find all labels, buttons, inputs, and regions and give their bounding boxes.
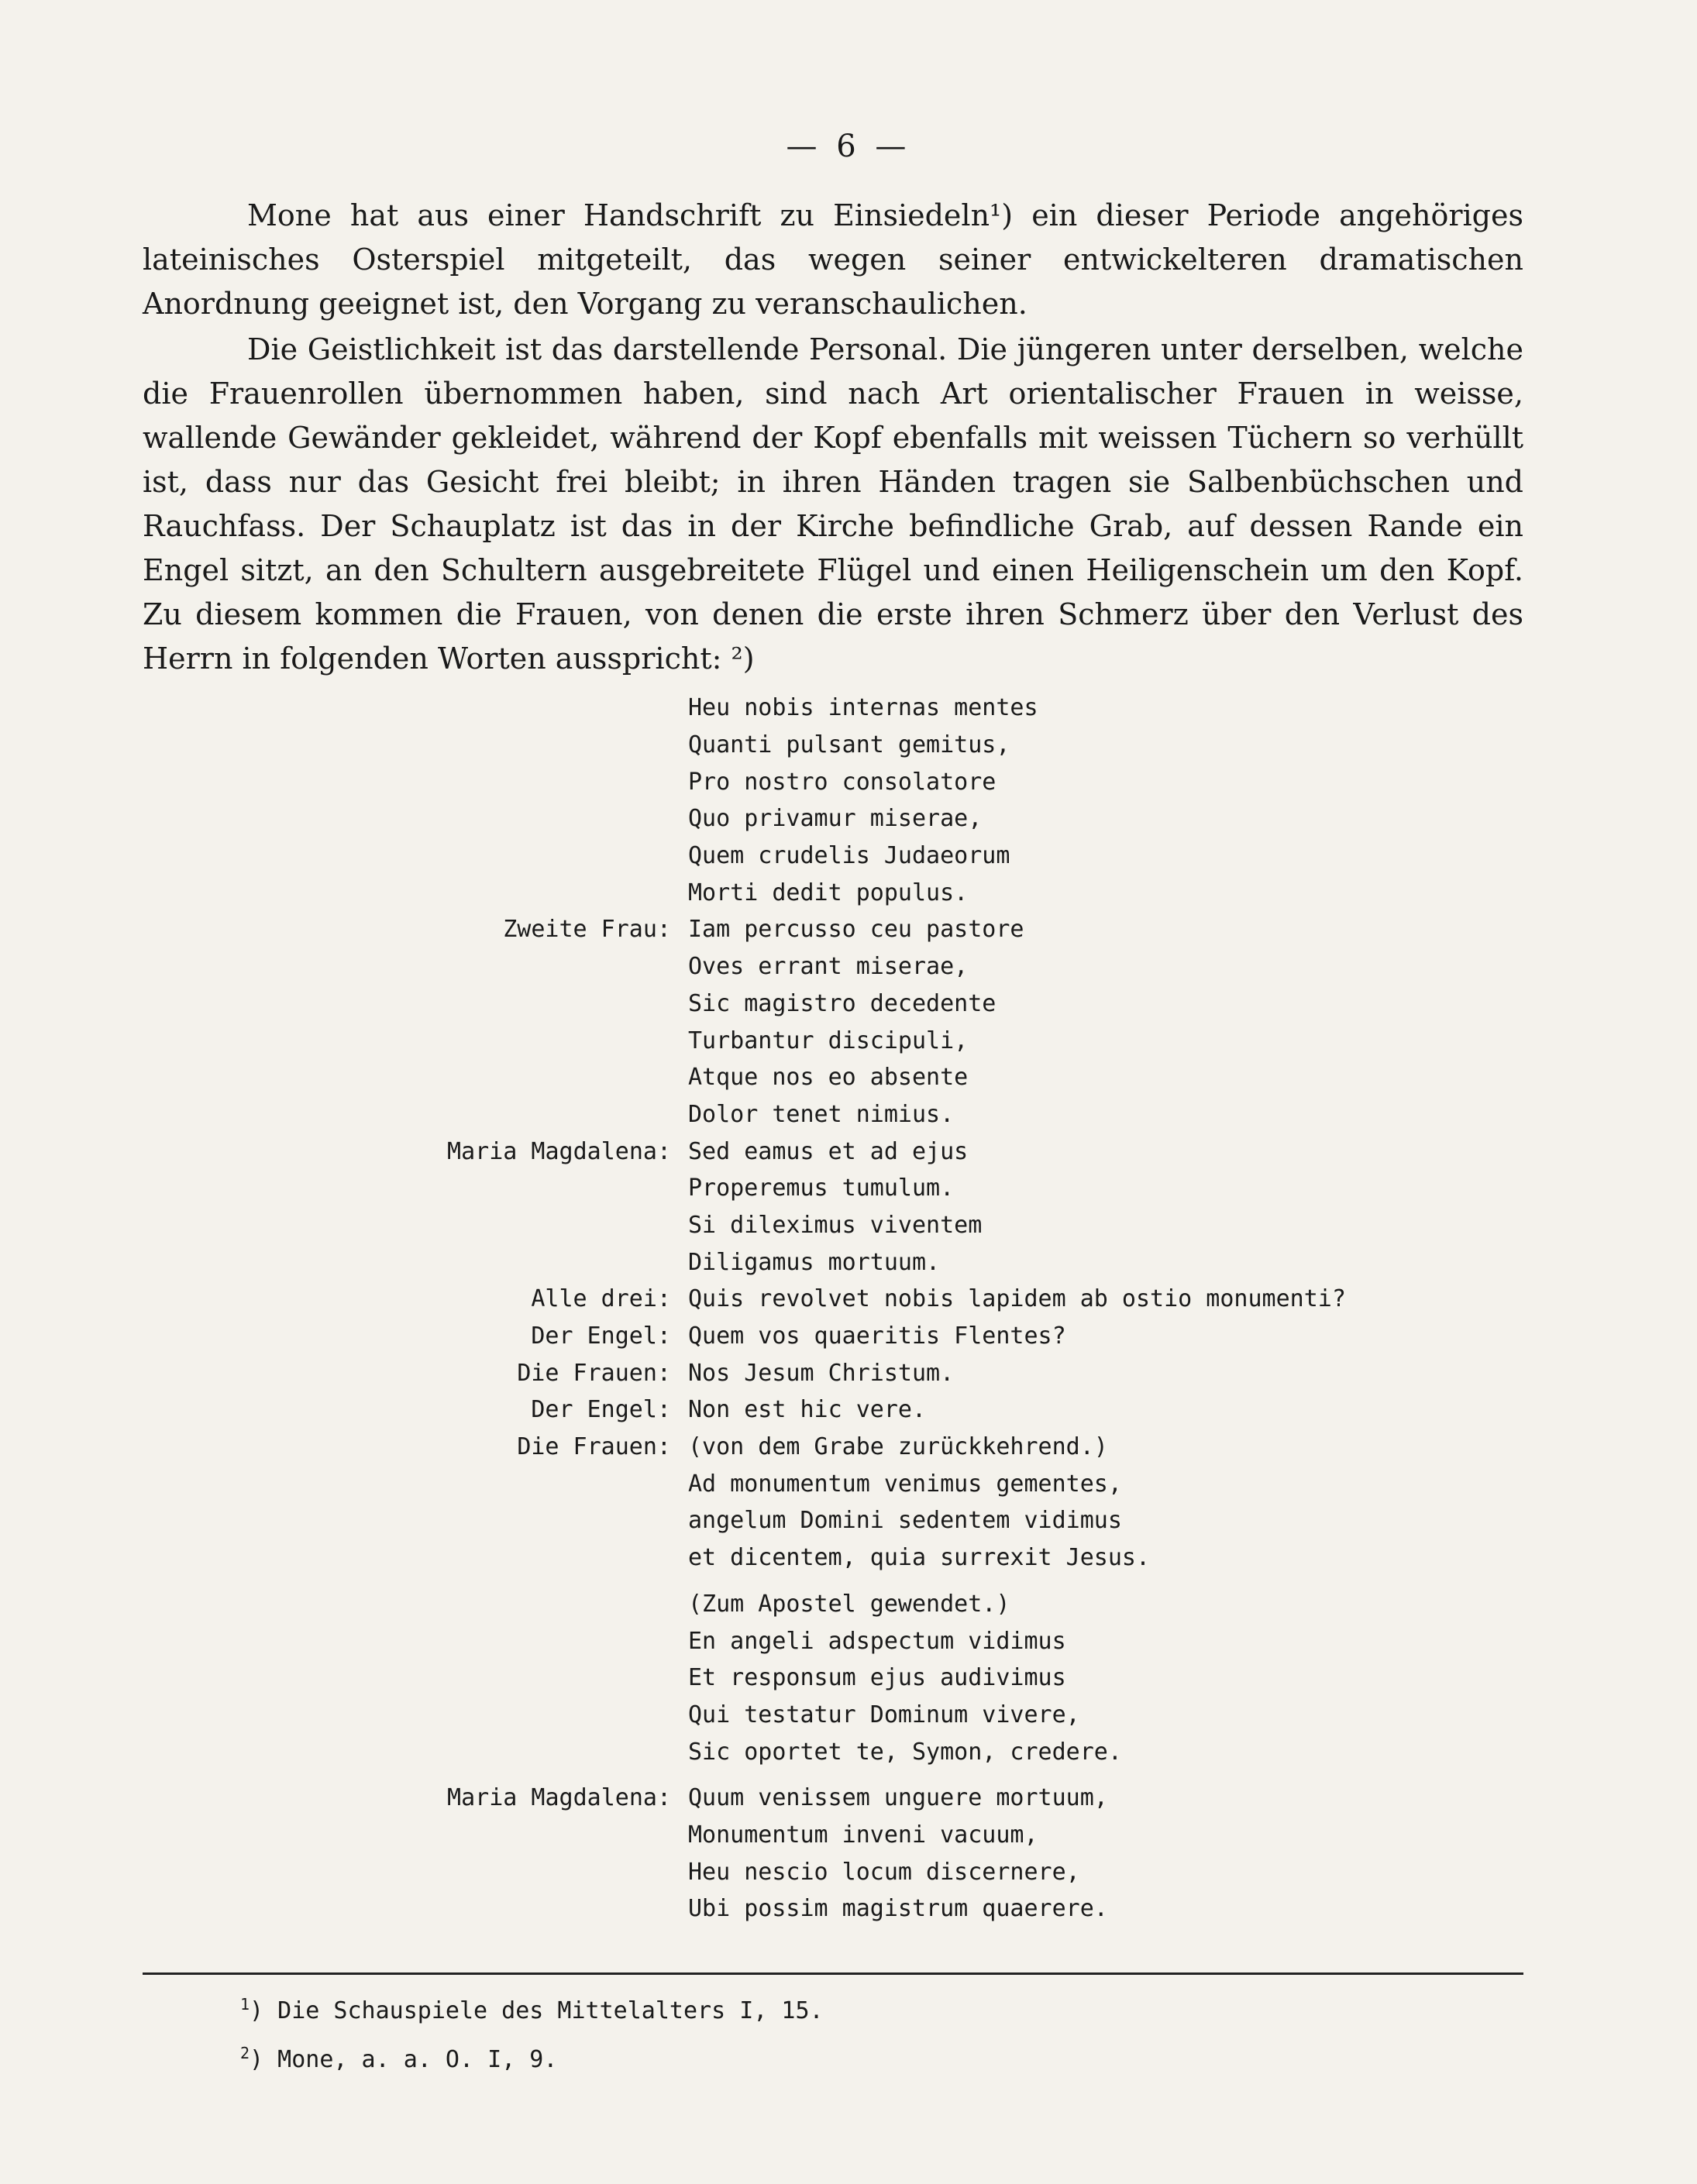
speaker-label: Die Frauen: [517, 1433, 671, 1461]
verse-text: Quum venissem unguere mortuum, [688, 1784, 1108, 1812]
verse-text: Quo privamur miserae, [688, 805, 983, 833]
paragraph: Die Geistlichkeit ist das darstellende Personal. Die jüngeren unter derselben, welche die Frauenrollen übernommen haben, sind nach Art orientalischer Frauen in weisse, wallende Gewänder gekleidet, während der Kopf ebenfalls mit weissen Tüchern so verhüllt ist, dass nur das Gesicht frei bleibt; in ihren Händen tragen sie Salbenbüchschen und Rauchfass. Der Schauplatz ist das in der Kirche befindliche Grab, auf dessen Rande ein Engel sitzt, an den Schultern ausgebreitete Flügel und einen Heiligenschein um den Kopf. Zu diesem kommen die Frauen, von denen die erste ihren Schmerz über den Verlust des Herrn in folgenden Worten ausspricht: ²) [143, 332, 1523, 676]
verse-line [139, 1207, 1612, 1244]
body-text [143, 194, 1523, 681]
verse-line [139, 1281, 1612, 1318]
verse-line [139, 1890, 1612, 1928]
verse-text: Diligamus mortuum. [688, 1248, 941, 1276]
verse-line [139, 1780, 1612, 1817]
verse-line [139, 1022, 1612, 1059]
footnote-mark: 2 [240, 2044, 250, 2062]
verse-line [139, 1659, 1612, 1697]
verse-line [139, 1354, 1612, 1391]
verse-text: Pro nostro consolatore [688, 768, 997, 796]
verse-text: (Zum Apostel gewendet.) [688, 1590, 1010, 1618]
verse-text: angelum Domini sedentem vidimus [688, 1507, 1122, 1535]
speaker-label: Die Frauen: [517, 1359, 671, 1387]
verse-text: Turbantur discipuli, [688, 1027, 969, 1054]
verse-line [139, 690, 1612, 727]
verse-line [139, 763, 1612, 800]
verse-line [139, 1243, 1612, 1281]
verse-text: Sic oportet te, Symon, credere. [688, 1738, 1122, 1766]
verse-text: Non est hic vere. [688, 1396, 927, 1424]
verse-line [139, 948, 1612, 985]
verse-text: Monumentum inveni vacuum, [688, 1821, 1038, 1849]
speaker-label: Maria Magdalena: [447, 1137, 671, 1165]
verse-line [139, 874, 1612, 911]
paragraph: Mone hat aus einer Handschrift zu Einsiedeln¹) ein dieser Periode angehöriges lateinisches Osterspiel mitgeteilt, das wegen seiner entwickelteren dramatischen Anordnung geeignet ist, den Vorgang zu veranschaulichen. [143, 198, 1523, 321]
verse-line [139, 985, 1612, 1023]
verse-text: Qui testatur Dominum vivere, [688, 1701, 1080, 1728]
verse-text: et dicentem, quia surrexit Jesus. [688, 1544, 1151, 1572]
verse-text: Nos Jesum Christum. [688, 1359, 955, 1387]
verse-text: Iam percusso ceu pastore [688, 916, 1024, 944]
footnote [240, 1983, 824, 2032]
footnotes [240, 1983, 824, 2081]
verse-line [139, 1697, 1612, 1734]
verse-text: Et responsum ejus audivimus [688, 1664, 1066, 1692]
verse-line [139, 1586, 1612, 1623]
verse-line [139, 1817, 1612, 1854]
page-number: — 6 — [786, 129, 911, 164]
verse-text: Sic magistro decedente [688, 989, 997, 1017]
verse-text: (von dem Grabe zurückkehrend.) [688, 1433, 1108, 1461]
verse-text: Ubi possim magistrum quaerere. [688, 1895, 1108, 1923]
verse-line [139, 837, 1612, 875]
verse-text: Si dileximus viventem [688, 1211, 983, 1239]
verse-text: Morti dedit populus. [688, 879, 969, 906]
verse-text: Properemus tumulum. [688, 1175, 955, 1202]
verse-line [139, 800, 1612, 837]
verse-line [139, 1318, 1612, 1355]
verse-text: Atque nos eo absente [688, 1064, 969, 1092]
verse-text: En angeli adspectum vidimus [688, 1627, 1066, 1655]
footnote-text: ) Die Schauspiele des Mittelalters I, 15. [250, 1997, 824, 2024]
verse-line [139, 1391, 1612, 1429]
verse-text: Quanti pulsant gemitus, [688, 731, 1010, 759]
verse-line [139, 727, 1612, 764]
verse-line [139, 1539, 1612, 1577]
verse-line [139, 1170, 1612, 1207]
verse-line [139, 1096, 1612, 1133]
verse-text: Ad monumentum venimus gementes, [688, 1470, 1122, 1498]
verse-line [139, 1059, 1612, 1096]
footnote-mark: 1 [240, 1995, 250, 2014]
speaker-label: Der Engel: [531, 1322, 671, 1350]
verse-line [139, 1502, 1612, 1539]
verse-line [139, 1465, 1612, 1502]
latin-verse-block [139, 690, 1612, 1928]
speaker-label: Zweite Frau: [503, 916, 671, 944]
verse-text: Dolor tenet nimius. [688, 1100, 955, 1128]
verse-line [139, 1733, 1612, 1770]
verse-text: Heu nescio locum discernere, [688, 1858, 1080, 1886]
verse-text: Quis revolvet nobis lapidem ab ostio monumenti? [688, 1285, 1346, 1313]
verse-line [139, 1622, 1612, 1659]
verse-text: Heu nobis internas mentes [688, 694, 1038, 722]
footnote-text: ) Mone, a. a. O. I, 9. [250, 2046, 558, 2073]
speaker-label: Maria Magdalena: [447, 1784, 671, 1812]
footnote [240, 2032, 824, 2081]
speaker-label: Alle drei: [531, 1285, 671, 1313]
verse-line [139, 1429, 1612, 1466]
verse-text: Quem vos quaeritis Flentes? [688, 1322, 1066, 1350]
footnote-divider [143, 1972, 1523, 1975]
speaker-label: Der Engel: [531, 1396, 671, 1424]
verse-line [139, 911, 1612, 948]
verse-line [139, 1853, 1612, 1890]
verse-text: Quem crudelis Judaeorum [688, 842, 1010, 870]
verse-text: Oves errant miserae, [688, 953, 969, 981]
verse-line [139, 1133, 1612, 1170]
verse-text: Sed eamus et ad ejus [688, 1137, 969, 1165]
